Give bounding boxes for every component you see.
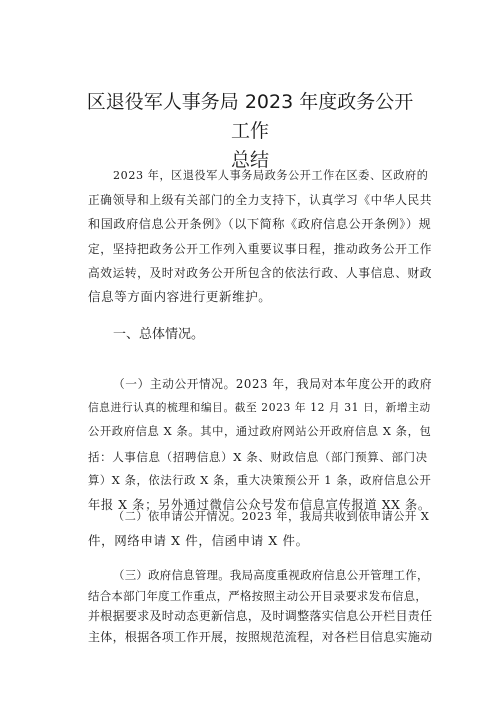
text-line: 定，坚持把政务公开工作列入重要议事日程，推动政务公开工作 [88, 241, 433, 256]
text-line: 并根据要求及时动态更新信息，及时调整落实信息公开栏目责任 [88, 609, 433, 624]
text-line: 2023 年，区退役军人事务局政务公开工作在区委、区政府的 [113, 169, 429, 182]
text-line: 主体，根据各项工作开展，按照规范流程，对各栏目信息实施动 [88, 629, 433, 644]
title-line-1: 区退役军人事务局 2023 年度政务公开工作 [86, 91, 414, 142]
text-line: 信息进行认真的梳理和编目。截至 2023 年 12 月 31 日，新增主动 [88, 401, 431, 415]
text-line: （三）政府信息管理。我局高度重视政府信息公开管理工作， [113, 568, 429, 582]
text-line: （二）依申请公开情况。2023 年，我局共收到依申请公开 X [113, 510, 430, 523]
document-title [80, 88, 420, 175]
text-line: （一）主动公开情况。2023 年，我局对本年度公开的政府 [113, 377, 433, 391]
title-line-2: 总结 [230, 149, 269, 171]
text-line: 结合本部门年度工作重点，严格按照主动公开目录要求发布信息， [88, 588, 428, 603]
section-heading: 一、总体情况。 [113, 327, 205, 342]
text-line: 算）X 条，依法行政 X 条，重大决策预公开 1 条，政府信息公开 [88, 473, 432, 487]
information-management-paragraph [88, 565, 432, 647]
text-line: 信息等方面内容进行更新维护。 [88, 289, 272, 305]
text-line: 公开政府信息 X 条。其中，通过政府网站公开政府信息 X 条，包 [88, 425, 432, 439]
text-line: 和国政府信息公开条例》（以下简称《政府信息公开条例》）规 [88, 217, 432, 232]
text-line: 括：人事信息（招聘信息）X 条、财政信息（部门预算、部门决 [88, 449, 428, 464]
intro-paragraph [88, 164, 432, 309]
request-disclosure-paragraph [88, 505, 432, 553]
text-line: 年报 X 条；另外通过微信公众号发布信息宣传报道 XX 条。 [88, 498, 431, 513]
text-line: 正确领导和上级有关部门的全力支持下，认真学习《中华人民共 [88, 193, 433, 208]
text-line: 件，网络申请 X 件，信函申请 X 件。 [88, 533, 309, 549]
active-disclosure-paragraph [88, 372, 432, 517]
text-line: 高效运转，及时对政务公开所包含的依法行政、人事信息、财政 [88, 265, 433, 280]
